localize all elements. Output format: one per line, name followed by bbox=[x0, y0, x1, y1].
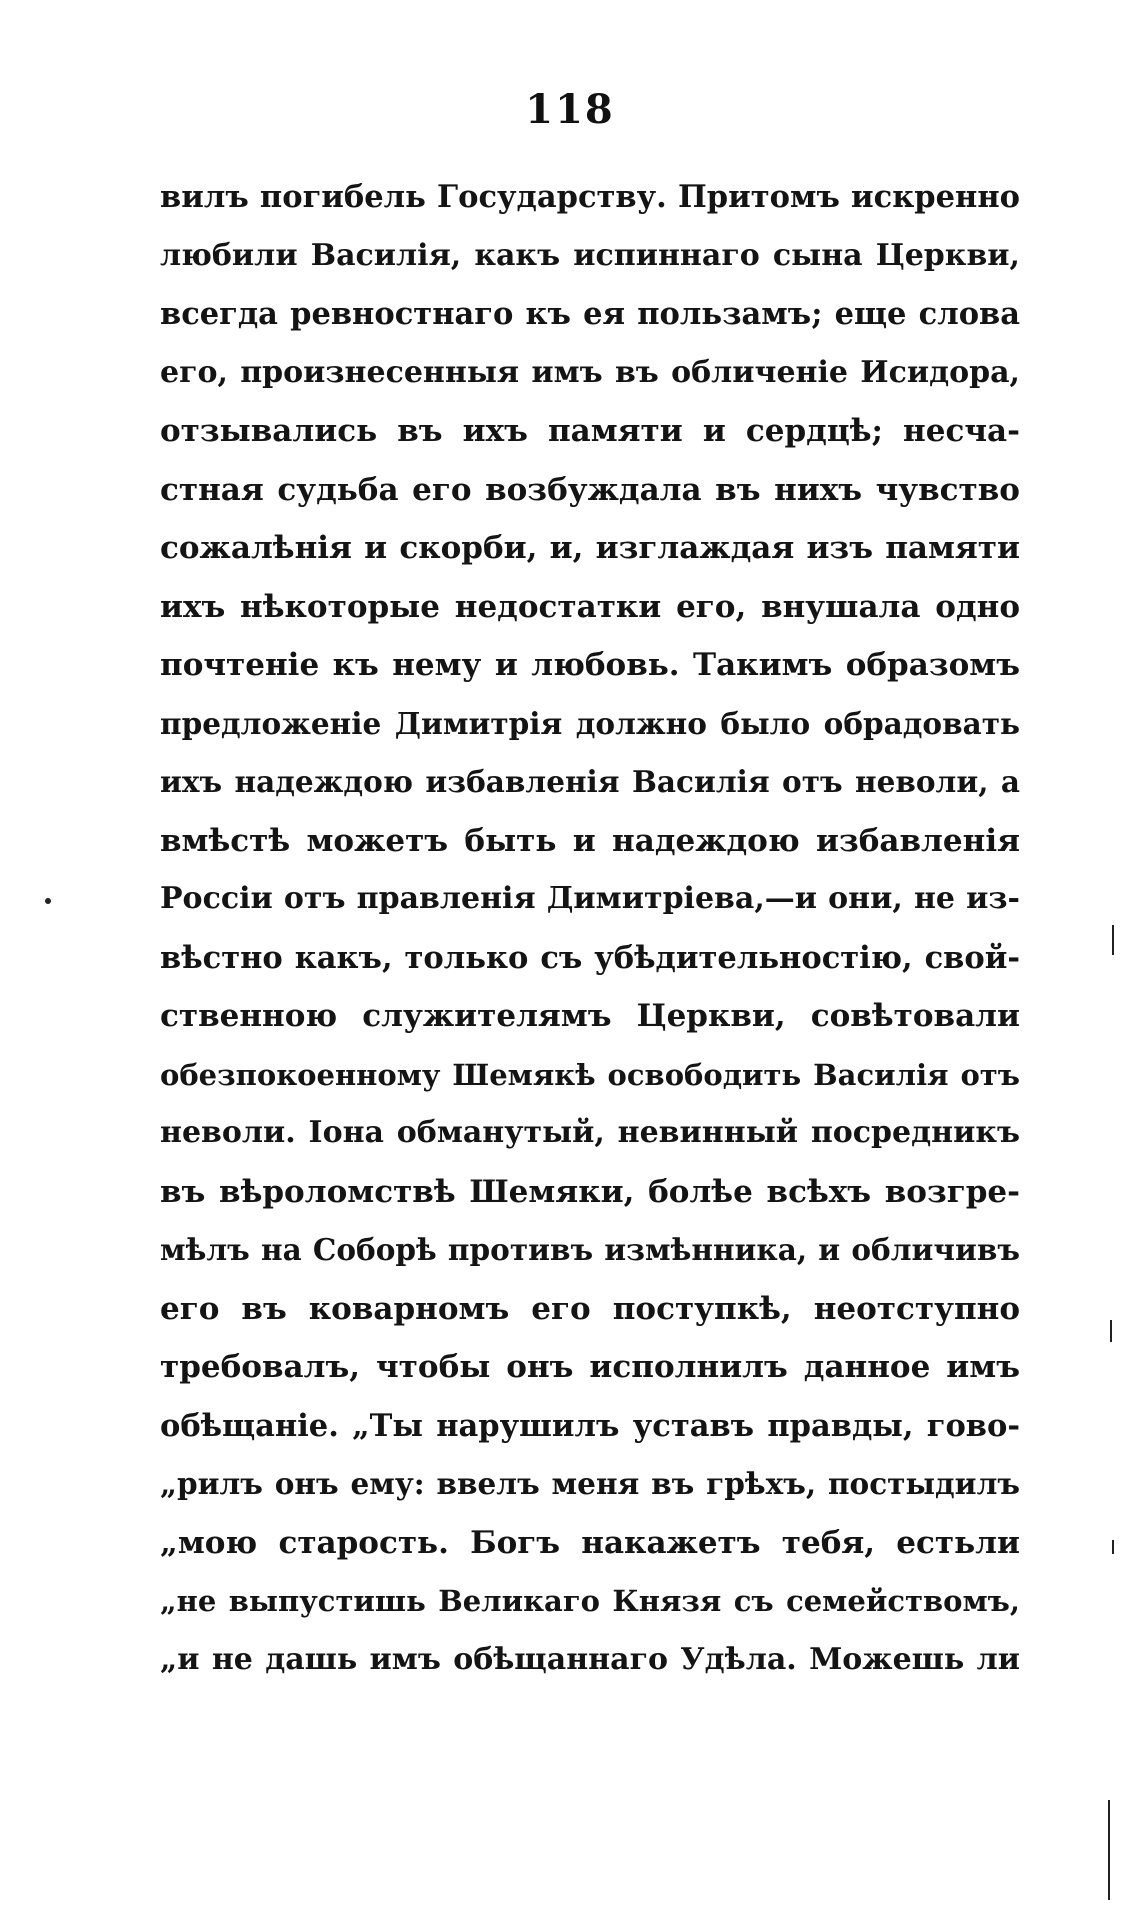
text-line: почтеніе къ нему и любовь. Такимъ образомъ bbox=[160, 647, 1020, 683]
text-line: неволи. Іона обманутый, невинный посредникъ bbox=[160, 1115, 1020, 1150]
text-line: „мою старость. Богъ накажетъ тебя, естьли bbox=[160, 1524, 1020, 1561]
scan-edge-mark bbox=[1112, 1540, 1114, 1554]
scan-speck bbox=[45, 898, 51, 904]
body-text bbox=[160, 168, 1020, 1689]
text-line: „рилъ онъ ему: ввелъ меня въ грѣхъ, постыдилъ bbox=[160, 1466, 1020, 1501]
text-line: предложеніе Димитрія должно было обрадовать bbox=[160, 705, 1020, 741]
text-line: всегда ревностнаго къ ея пользамъ; еще слова bbox=[160, 296, 1020, 332]
scan-edge-mark bbox=[1112, 925, 1114, 955]
page-number: 118 bbox=[525, 86, 615, 133]
text-line: ихъ нѣкоторые недостатки его, внушала одно bbox=[160, 588, 1020, 625]
text-line: вилъ погибель Государству. Притомъ искренно bbox=[160, 179, 1020, 215]
text-line: обезпокоенному Шемякѣ освободить Василія отъ bbox=[160, 1057, 1020, 1092]
text-line: сожалѣнія и скорби, и, изглаждая изъ памяти bbox=[160, 530, 1020, 566]
text-line: вмѣстѣ можетъ быть и надеждою избавленія bbox=[160, 822, 1020, 859]
text-line: ихъ надеждою избавленія Василія отъ неволи, а bbox=[160, 764, 1020, 799]
text-line: Россіи отъ правленія Димитріева,—и они, не из- bbox=[160, 881, 1020, 916]
text-line: „не выпустишь Великаго Князя съ семействомъ, bbox=[160, 1584, 1020, 1618]
text-line: обѣщаніе. „Ты нарушилъ уставъ правды, гово- bbox=[160, 1407, 1020, 1444]
text-line: отзывались въ ихъ памяти и сердцѣ; несча- bbox=[160, 413, 1020, 449]
scan-edge-mark bbox=[1108, 1800, 1110, 1900]
text-line: „и не дашь имъ обѣщаннаго Удѣла. Можешь ли bbox=[160, 1641, 1020, 1677]
text-line: его, произнесенныя имъ въ обличеніе Исидора, bbox=[160, 354, 1020, 390]
text-line: въ вѣроломствѣ Шемяки, болѣе всѣхъ возгре- bbox=[160, 1173, 1020, 1210]
text-line: любили Василія, какъ испиннаго сына Церкви, bbox=[160, 237, 1020, 273]
text-line: стная судьба его возбуждала въ нихъ чувство bbox=[160, 471, 1020, 508]
text-line: ственною служителямъ Церкви, совѣтовали bbox=[160, 998, 1020, 1034]
scan-edge-mark bbox=[1110, 1320, 1112, 1342]
text-line: его въ коварномъ его поступкѣ, неотступно bbox=[160, 1290, 1020, 1327]
text-line: требовалъ, чтобы онъ исполнилъ данное имъ bbox=[160, 1349, 1020, 1385]
text-line: мѣлъ на Соборѣ противъ измѣнника, и обличивъ bbox=[160, 1232, 1020, 1267]
text-line: вѣстно какъ, только съ убѣдительностію, свой- bbox=[160, 939, 1020, 976]
